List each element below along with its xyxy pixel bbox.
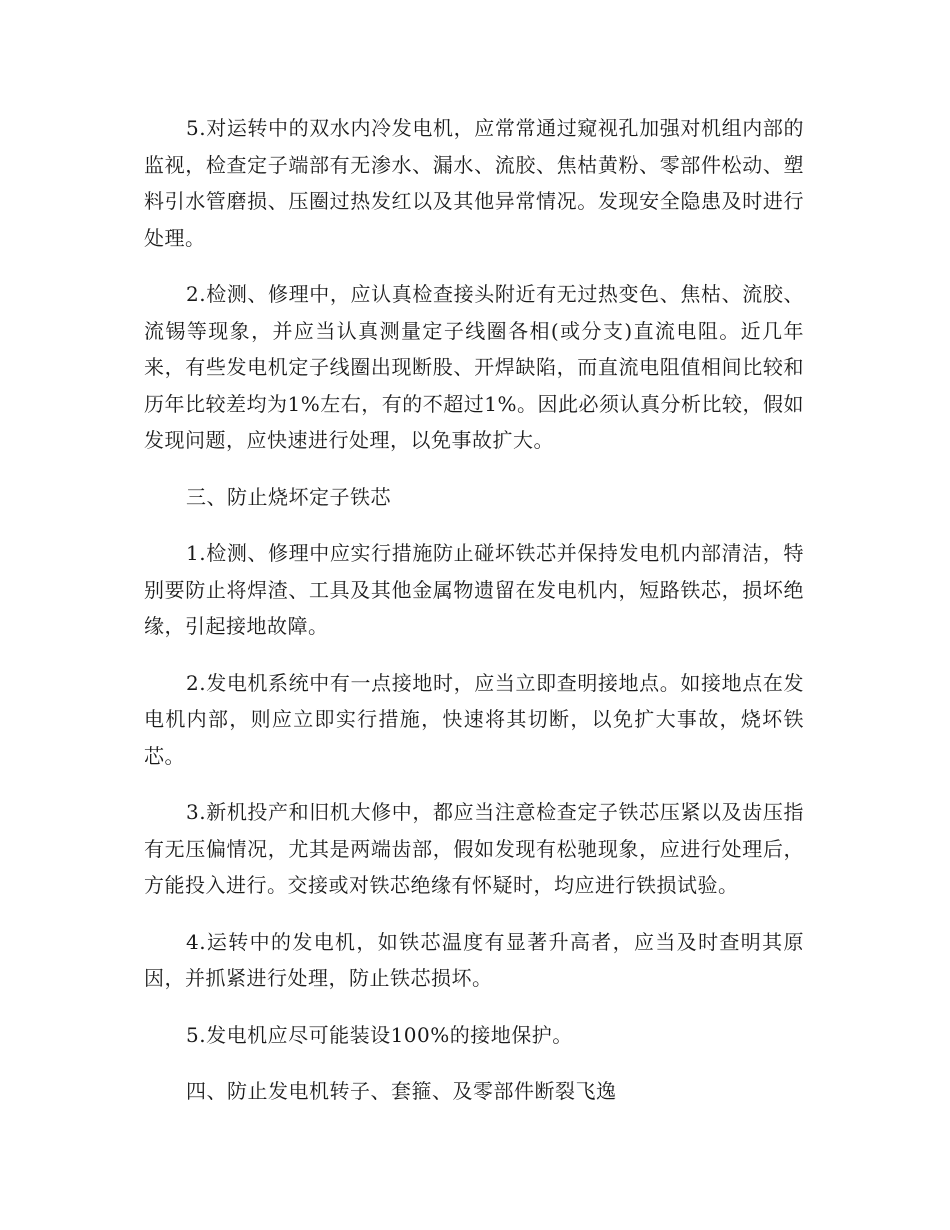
paragraph-core-protection-5: 5.发电机应尽可能装设100%的接地保护。 — [186, 1022, 573, 1047]
paragraph-core-protection-2: 2.发电机系统中有一点接地时，应当立即查明接地点。如接地点在发电机内部，则应立即实行措施，快速将其切断，以免扩大事故，烧坏铁芯。 — [144, 670, 804, 768]
section-heading-rotor: 四、防止发电机转子、套箍、及零部件断裂飞逸 — [186, 1079, 617, 1103]
paragraph-core-protection-4: 4.运转中的发电机，如铁芯温度有显著升高者，应当及时查明其原因，并抓紧进行处理，防止铁芯损坏。 — [144, 929, 804, 990]
paragraph-core-protection-1: 1.检测、修理中应实行措施防止碰坏铁芯并保持发电机内部清洁，特别要防止将焊渣、工具及其他金属物遗留在发电机内，短路铁芯，损坏绝缘，引起接地故障。 — [144, 541, 804, 638]
paragraph-inspection-monitoring: 5.对运转中的双水内冷发电机，应常常通过窥视孔加强对机组内部的监视，检查定子端部有无渗水、漏水、流胶、焦枯黄粉、零部件松动、塑料引水管磨损、压圈过热发红以及其他异常情况。发现安全隐患及时进行处理。 — [144, 116, 804, 250]
paragraph-joint-inspection: 2.检测、修理中，应认真检查接头附近有无过热变色、焦枯、流胶、流锡等现象，并应当认真测量定子线圈各相(或分支)直流电阻。近几年来，有些发电机定子线圈出现断股、开焊缺陷，而直流电阻值相间比较和历年比较差均为1%左右，有的不超过1%。因此必须认真分析比较，假如发现问题，应快速进行处理，以免事故扩大。 — [144, 282, 804, 452]
document-body — [144, 110, 804, 1130]
paragraph-core-protection-3: 3.新机投产和旧机大修中，都应当注意检查定子铁芯压紧以及齿压指有无压偏情况，尤其是两端齿部，假如发现有松驰现象，应进行处理后，方能投入进行。交接或对铁芯绝缘有怀疑时，均应进行铁损试验。 — [144, 800, 804, 897]
section-heading-stator-core: 三、防止烧坏定子铁芯 — [186, 484, 391, 509]
